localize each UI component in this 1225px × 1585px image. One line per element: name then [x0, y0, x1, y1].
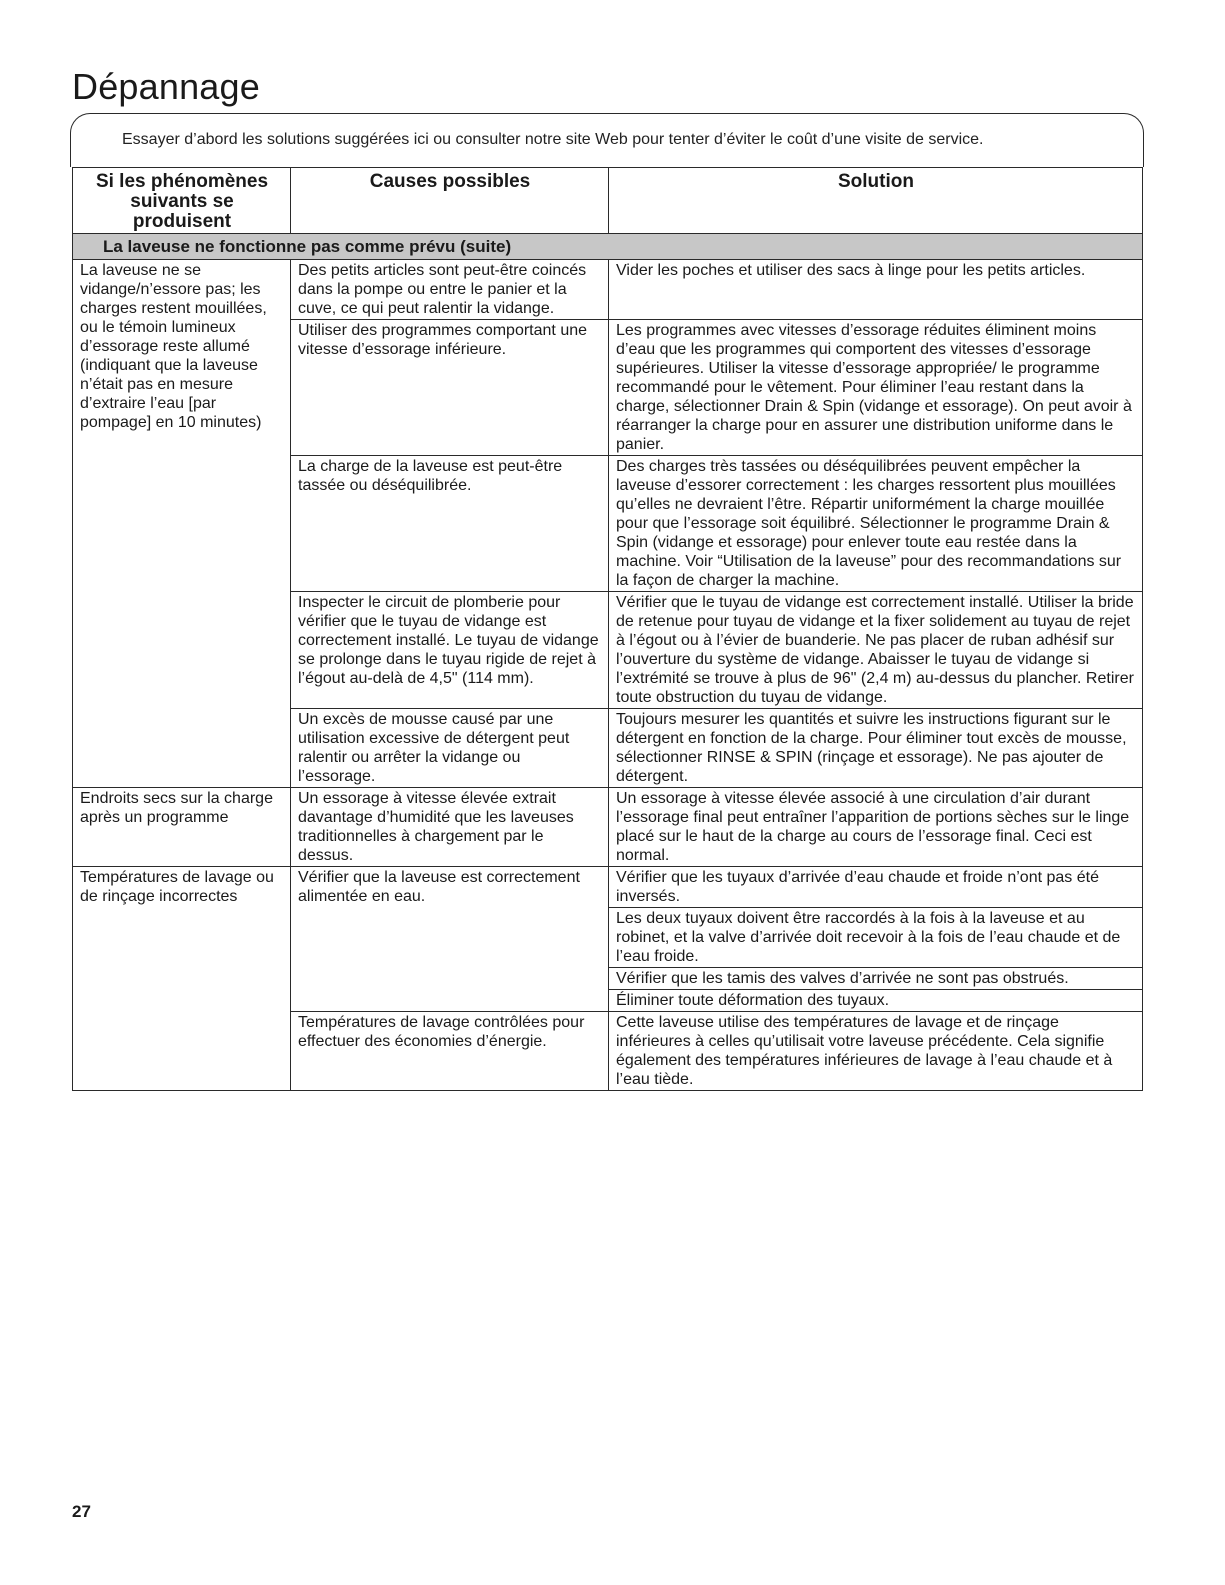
- section-title: La laveuse ne fonctionne pas comme prévu (suite): [73, 234, 1143, 260]
- cause-cell: Inspecter le circuit de plomberie pour vérifier que le tuyau de vidange est correctement installé. Le tuyau de vidange se prolonge dans le tuyau rigide de rejet à l’égout au-delà de 4,5" (114 mm).: [291, 592, 609, 709]
- problem-cell: Températures de lavage ou de rinçage incorrectes: [73, 867, 291, 1091]
- solution-cell: Des charges très tassées ou déséquilibrées peuvent empêcher la laveuse d’essorer correctement : les charges ressortent plus mouillées qu’elles ne devraient l’être. Répartir uniformément la charge mouillée pour que l’essorage soit équilibré. Sélectionner le programme Drain & Spin (vidange et essorage) pour enlever toute eau restée dans la machine. Voir “Utilisation de la laveuse” pour des recommandations sur la façon de charger la machine.: [609, 456, 1143, 592]
- cause-cell: Des petits articles sont peut-être coincés dans la pompe ou entre le panier et la cuve, ce qui peut ralentir la vidange.: [291, 260, 609, 320]
- page-title: Dépannage: [72, 66, 260, 107]
- solution-cell: Vérifier que les tamis des valves d’arrivée ne sont pas obstrués.: [609, 968, 1143, 990]
- cause-cell: Un essorage à vitesse élevée extrait davantage d’humidité que les laveuses traditionnelles à chargement par le dessus.: [291, 788, 609, 867]
- problem-cell: Endroits secs sur la charge après un programme: [73, 788, 291, 867]
- table-row: [73, 260, 1143, 320]
- cause-cell: Températures de lavage contrôlées pour effectuer des économies d’énergie.: [291, 1012, 609, 1091]
- cause-cell: Vérifier que la laveuse est correctement alimentée en eau.: [291, 867, 609, 1012]
- header-solution: Solution: [609, 168, 1143, 234]
- table-row: [73, 867, 1143, 908]
- solution-cell: Un essorage à vitesse élevée associé à une circulation d’air durant l’essorage final peut entraîner l’apparition de portions sèches sur le linge placé sur le haut de la charge au cours de l’essorage final. Ceci est normal.: [609, 788, 1143, 867]
- table-row: [73, 788, 1143, 867]
- solution-cell: Vérifier que les tuyaux d’arrivée d’eau chaude et froide n’ont pas été inversés.: [609, 867, 1143, 908]
- solution-cell: Les deux tuyaux doivent être raccordés à la fois à la laveuse et au robinet, et la valve d’arrivée doit recevoir à la fois de l’eau chaude et de l’eau froide.: [609, 908, 1143, 968]
- header-causes: Causes possibles: [291, 168, 609, 234]
- header-problem: Si les phénomènes suivants se produisent: [73, 168, 291, 234]
- solution-cell: Vérifier que le tuyau de vidange est correctement installé. Utiliser la bride de retenue pour tuyau de vidange et la fixer solidement au tuyau de rejet à l’égout ou à l’évier de buanderie. Ne pas placer de ruban adhésif sur l’ouverture du système de vidange. Abaisser le tuyau de vidange si l’extrémité se trouve à plus de 96" (2,4 m) au-dessus du plancher. Retirer toute obstruction du tuyau de vidange.: [609, 592, 1143, 709]
- troubleshooting-table: [72, 167, 1143, 1091]
- solution-cell: Cette laveuse utilise des températures de lavage et de rinçage inférieures à celles qu’utilisait votre laveuse précédente. Cela signifie également des températures inférieures de lavage à l’eau chaude et à l’eau tiède.: [609, 1012, 1143, 1091]
- solution-cell: Vider les poches et utiliser des sacs à linge pour les petits articles.: [609, 260, 1143, 320]
- table-header-row: [73, 168, 1143, 234]
- solution-cell: Les programmes avec vitesses d’essorage réduites éliminent moins d’eau que les programmes qui comportent des vitesses d’essorage supérieures. Utiliser la vitesse d’essorage appropriée/ le programme recommandé pour le vêtement. Pour éliminer l’eau restant dans la charge, sélectionner Drain & Spin (vidange et essorage). On peut avoir à réarranger la charge pour en assurer une distribution uniforme dans le panier.: [609, 320, 1143, 456]
- solution-cell: Éliminer toute déformation des tuyaux.: [609, 990, 1143, 1012]
- solution-cell: Toujours mesurer les quantités et suivre les instructions figurant sur le détergent en fonction de la charge. Pour éliminer tout excès de mousse, sélectionner RINSE & SPIN (rinçage et essorage). Ne pas ajouter de détergent.: [609, 709, 1143, 788]
- cause-cell: Un excès de mousse causé par une utilisation excessive de détergent peut ralentir ou arrêter la vidange ou l’essorage.: [291, 709, 609, 788]
- page-number: 27: [72, 1502, 91, 1521]
- cause-cell: La charge de la laveuse est peut-être tassée ou déséquilibrée.: [291, 456, 609, 592]
- intro-text: Essayer d’abord les solutions suggérées ici ou consulter notre site Web pour tenter d’éviter le coût d’une visite de service.: [122, 131, 984, 148]
- section-row: [73, 234, 1143, 260]
- cause-cell: Utiliser des programmes comportant une vitesse d’essorage inférieure.: [291, 320, 609, 456]
- problem-cell: La laveuse ne se vidange/n’essore pas; les charges restent mouillées, ou le témoin lumineux d’essorage reste allumé (indiquant que la laveuse n’était pas en mesure d’extraire l’eau [par pompage] en 10 minutes): [73, 260, 291, 788]
